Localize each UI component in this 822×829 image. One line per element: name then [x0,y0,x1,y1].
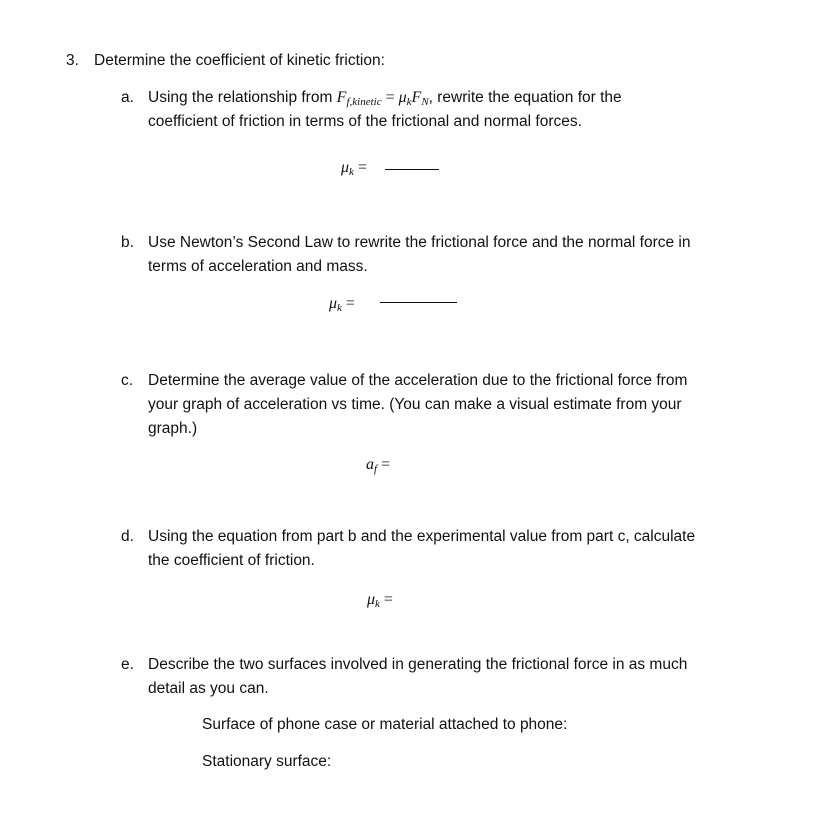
part-b-line1: Use Newton’s Second Law to rewrite the frictional force and the normal force in [148,234,691,251]
part-e-prompt-stationary-surface: Stationary surface: [202,753,332,770]
question-number: 3. [66,52,79,69]
part-b-answer-blank [380,302,457,303]
part-e-letter: e. [121,656,134,673]
part-d-line2: the coefficient of friction. [148,552,315,569]
part-c-line3: graph.) [148,420,198,437]
part-e-line1: Describe the two surfaces involved in generating the frictional force in as much [148,656,688,673]
part-c-line2: your graph of acceleration vs time. (You can make a visual estimate from your [148,396,682,413]
part-b-letter: b. [121,234,134,251]
part-b-line2: terms of acceleration and mass. [148,258,368,275]
part-e-prompt-phone-surface: Surface of phone case or material attached to phone: [202,716,568,733]
part-a-answer-blank [385,169,439,170]
part-e-line2: detail as you can. [148,680,269,697]
part-c-letter: c. [121,372,134,389]
part-a-letter: a. [121,89,134,106]
question-title: Determine the coefficient of kinetic friction: [94,52,385,69]
part-c-line1: Determine the average value of the acceleration due to the frictional force from [148,372,688,389]
relationship-equation: $F_{f,kinetic} = \mu_kF_N$ [336,89,429,108]
part-a-answer-label: $\mu_k$ = [341,159,367,178]
part-d-line1: Using the equation from part b and the experimental value from part c, calculate [148,528,696,545]
part-d-answer-label: $\mu_k$ = [367,591,393,610]
part-b-answer-label: $\mu_k$ = [329,295,355,314]
part-d-letter: d. [121,528,134,545]
part-c-answer-label: $a_f$ = [366,456,391,475]
part-a-line1: Using the relationship from $F_{f,kinetic} = \mu_kF_N$, rewrite the equation for the [148,89,622,108]
part-a-line2: coefficient of friction in terms of the frictional and normal forces. [148,113,582,130]
